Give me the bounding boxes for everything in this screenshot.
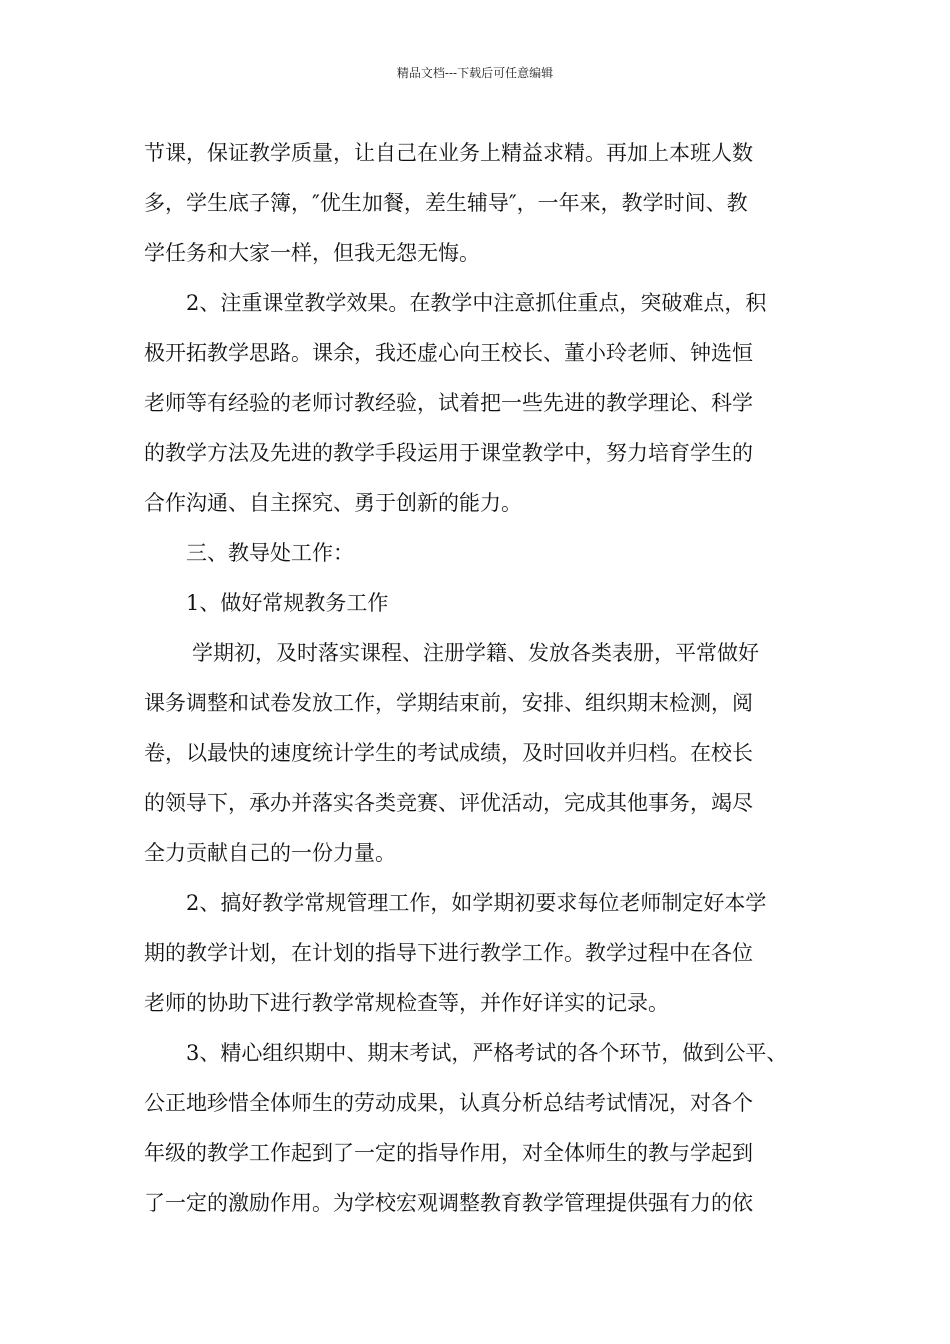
text-line: 卷，以最快的速度统计学生的考试成绩，及时回收并归档。在校长: [144, 741, 753, 765]
text-line: 节课，保证教学质量，让自己在业务上精益求精。再加上本班人数: [144, 141, 753, 165]
page-header: 精品文档---下载后可任意编辑: [396, 66, 554, 80]
text-line: 老师等有经验的老师讨教经验，试着把一些先进的教学理论、科学: [144, 391, 753, 415]
paragraph-start-line: 2、注重课堂教学效果。在教学中注意抓住重点，突破难点，积: [186, 291, 767, 315]
text-line: 多，学生底子簿，″优生加餐，差生辅导″，一年来，教学时间、教: [144, 191, 748, 215]
text-line: 了一定的激励作用。为学校宏观调整教育教学管理提供强有力的依: [144, 1191, 753, 1215]
text-line: 期的教学计划，在计划的指导下进行教学工作。教学过程中在各位: [144, 941, 753, 965]
text-line: 公正地珍惜全体师生的劳动成果，认真分析总结考试情况，对各个: [144, 1091, 753, 1115]
subsection-heading: 1、做好常规教务工作: [186, 591, 389, 615]
text-line: 学任务和大家一样，但我无怨无悔。: [144, 241, 480, 265]
text-line: 合作沟通、自主探究、勇于创新的能力。: [144, 491, 522, 515]
text-line: 的教学方法及先进的教学手段运用于课堂教学中，努力培育学生的: [144, 441, 753, 465]
text-line: 全力贡献自己的一份力量。: [144, 841, 396, 865]
text-line: 的领导下，承办并落实各类竞赛、评优活动，完成其他事务，竭尽: [144, 791, 753, 815]
paragraph-start-line: 学期初，及时落实课程、注册学籍、发放各类表册，平常做好: [192, 641, 759, 665]
text-line: 年级的教学工作起到了一定的指导作用，对全体师生的教与学起到: [144, 1141, 753, 1165]
text-line: 老师的协助下进行教学常规检查等，并作好详实的记录。: [144, 991, 669, 1015]
document-body: [144, 128, 814, 1228]
paragraph-start-line: 2、搞好教学常规管理工作，如学期初要求每位老师制定好本学: [186, 891, 767, 915]
text-line: 极开拓教学思路。课余，我还虚心向王校长、董小玲老师、钟选恒: [144, 341, 753, 365]
paragraph-start-line: 3、精心组织期中、期末考试，严格考试的各个环节，做到公平、: [186, 1041, 788, 1065]
text-line: 课务调整和试卷发放工作，学期结束前，安排、组织期末检测，阅: [144, 691, 753, 715]
section-heading: 三、教导处工作：: [186, 541, 354, 565]
